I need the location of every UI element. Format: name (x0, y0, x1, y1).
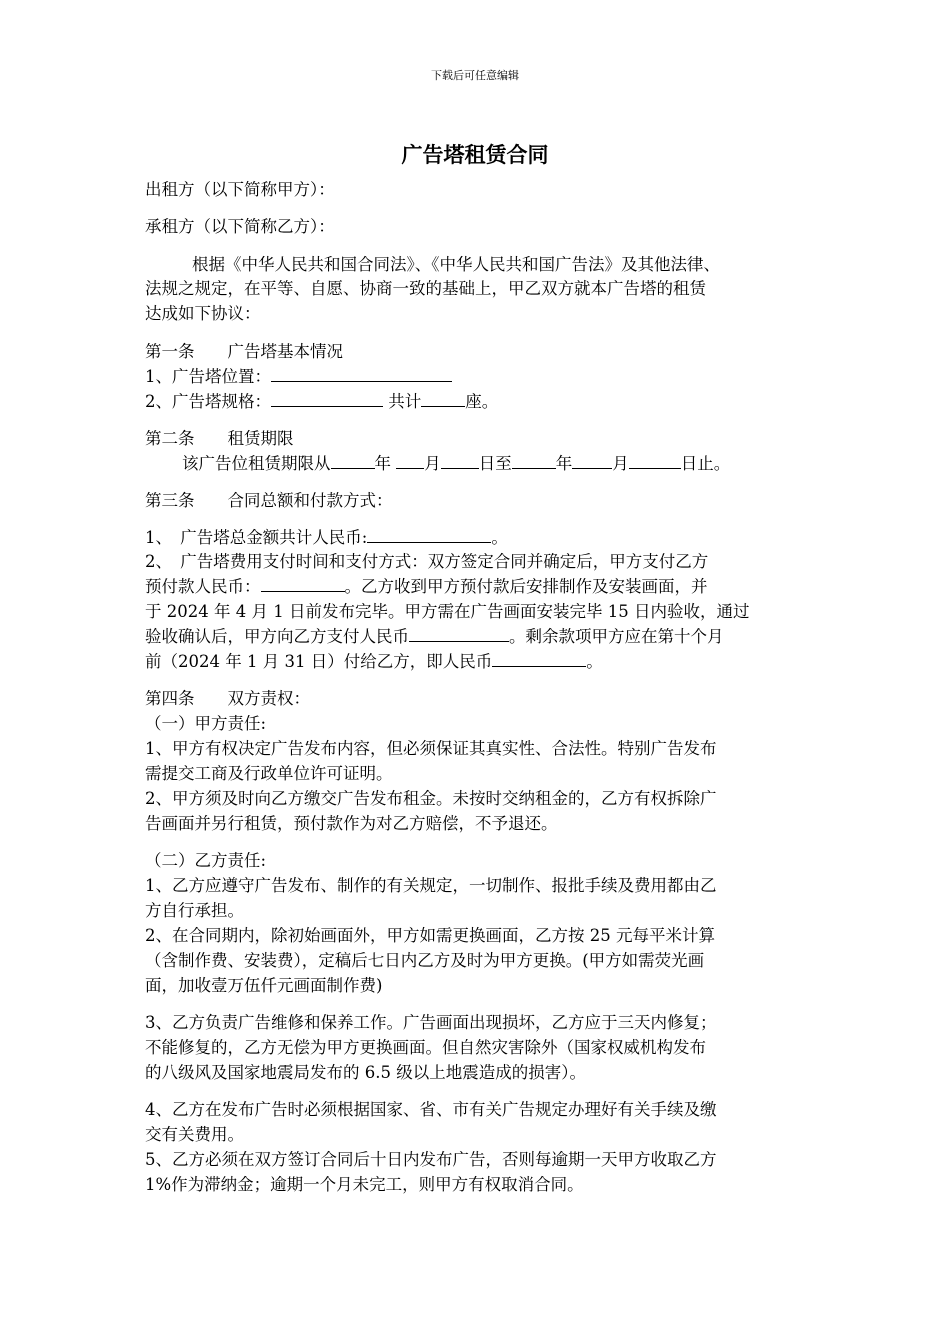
party-b-duty-line: （含制作费、安装费），定稿后七日内乙方及时为甲方更换。(甲方如需荧光画 (145, 951, 705, 970)
lease-period-line: 该广告位租赁期限从 年 月 日至 年 月 日止。 (182, 454, 731, 473)
payment-line-1: 2、 广告塔费用支付时间和支付方式：双方签定合同并确定后，甲方支付乙方 (145, 552, 709, 571)
party-b-duty-line: 方自行承担。 (145, 901, 244, 920)
party-b-duty-line: 1、乙方应遵守广告发布、制作的有关规定，一切制作、报批手续及费用都由乙 (145, 876, 717, 895)
second-payment-blank[interactable] (409, 625, 509, 642)
party-a-line: 出租方（以下简称甲方）： (145, 180, 335, 199)
prepayment-blank[interactable] (261, 575, 345, 592)
party-b-duty-line: 2、在合同期内，除初始画面外，甲方如需更换画面，乙方按 25 元每平米计算 (145, 926, 715, 945)
location-blank[interactable] (271, 365, 452, 382)
balance-payment-blank[interactable] (492, 650, 586, 667)
article-3-heading: 第三条 合同总额和付款方式： (145, 491, 393, 510)
start-day-blank[interactable] (441, 452, 479, 469)
party-a-duties-heading: （一）甲方责任: (145, 714, 267, 733)
end-month-blank[interactable] (572, 452, 612, 469)
party-b-duty-line: 交有关费用。 (145, 1125, 244, 1144)
payment-line-3: 于 2024 年 4 月 1 日前发布完毕。甲方需在广告画面安装完毕 15 日内验收，通过 (145, 602, 750, 621)
total-amount-line: 1、 广告塔总金额共计人民币: 。 (145, 528, 508, 547)
party-a-duty-line: 2、甲方须及时向乙方缴交广告发布租金。未按时交纳租金的，乙方有权拆除广 (145, 789, 717, 808)
party-a-duty-line: 1、甲方有权决定广告发布内容，但必须保证其真实性、合法性。特别广告发布 (145, 739, 717, 758)
party-b-line: 承租方（以下简称乙方）： (145, 217, 335, 236)
total-amount-blank[interactable] (367, 526, 491, 543)
party-a-duty-line: 需提交工商及行政单位许可证明。 (145, 764, 393, 783)
party-b-duty-line: 的八级风及国家地震局发布的 6.5 级以上地震造成的损害）。 (145, 1063, 586, 1082)
end-day-blank[interactable] (629, 452, 681, 469)
intro-line-1: 根据《中华人民共和国合同法》、《中华人民共和国广告法》及其他法律、 (192, 255, 720, 274)
article-1-heading: 第一条 广告塔基本情况 (145, 342, 343, 361)
party-b-duty-line: 5、乙方必须在双方签订合同后十日内发布广告，否则每逾期一天甲方收取乙方 (145, 1150, 717, 1169)
party-b-duty-line: 4、乙方在发布广告时必须根据国家、省、市有关广告规定办理好有关手续及缴 (145, 1100, 717, 1119)
intro-line-2: 法规之规定，在平等、自愿、协商一致的基础上，甲乙双方就本广告塔的租赁 (145, 279, 706, 298)
payment-line-4: 验收确认后，甲方向乙方支付人民币 。剩余款项甲方应在第十个月 (145, 627, 724, 646)
location-line: 1、广告塔位置： (145, 365, 452, 389)
party-b-duty-line: 面，加收壹万伍仟元画面制作费) (145, 976, 383, 995)
spec-line: 2、广告塔规格： 共计 座。 (145, 392, 499, 411)
article-4-heading: 第四条 双方责权： (145, 689, 310, 708)
party-a-duty-line: 告画面并另行租赁，预付款作为对乙方赔偿，不予退还。 (145, 814, 558, 833)
end-year-blank[interactable] (512, 452, 556, 469)
party-b-duty-line: 3、乙方负责广告维修和保养工作。广告画面出现损坏，乙方应于三天内修复； (145, 1013, 717, 1032)
start-year-blank[interactable] (331, 452, 375, 469)
payment-line-5: 前（2024 年 1 月 31 日）付给乙方，即人民币 。 (145, 652, 603, 671)
party-b-duty-line: 不能修复的，乙方无偿为甲方更换画面。但自然灾害除外（国家权威机构发布 (145, 1038, 706, 1057)
intro-line-3: 达成如下协议： (145, 304, 261, 323)
start-month-blank[interactable] (396, 452, 424, 469)
party-b-duty-line: 1%作为滞纳金；逾期一个月未完工，则甲方有权取消合同。 (145, 1175, 584, 1194)
page-header: 下载后可任意编辑 (431, 69, 519, 82)
document-title: 广告塔租赁合同 (401, 142, 549, 167)
party-b-duties-heading: （二）乙方责任: (145, 851, 267, 870)
spec-blank[interactable] (271, 390, 383, 407)
count-blank[interactable] (421, 390, 465, 407)
article-2-heading: 第二条 租赁期限 (145, 429, 294, 448)
payment-line-2: 预付款人民币： 。乙方收到甲方预付款后安排制作及安装画面，并 (145, 577, 708, 596)
